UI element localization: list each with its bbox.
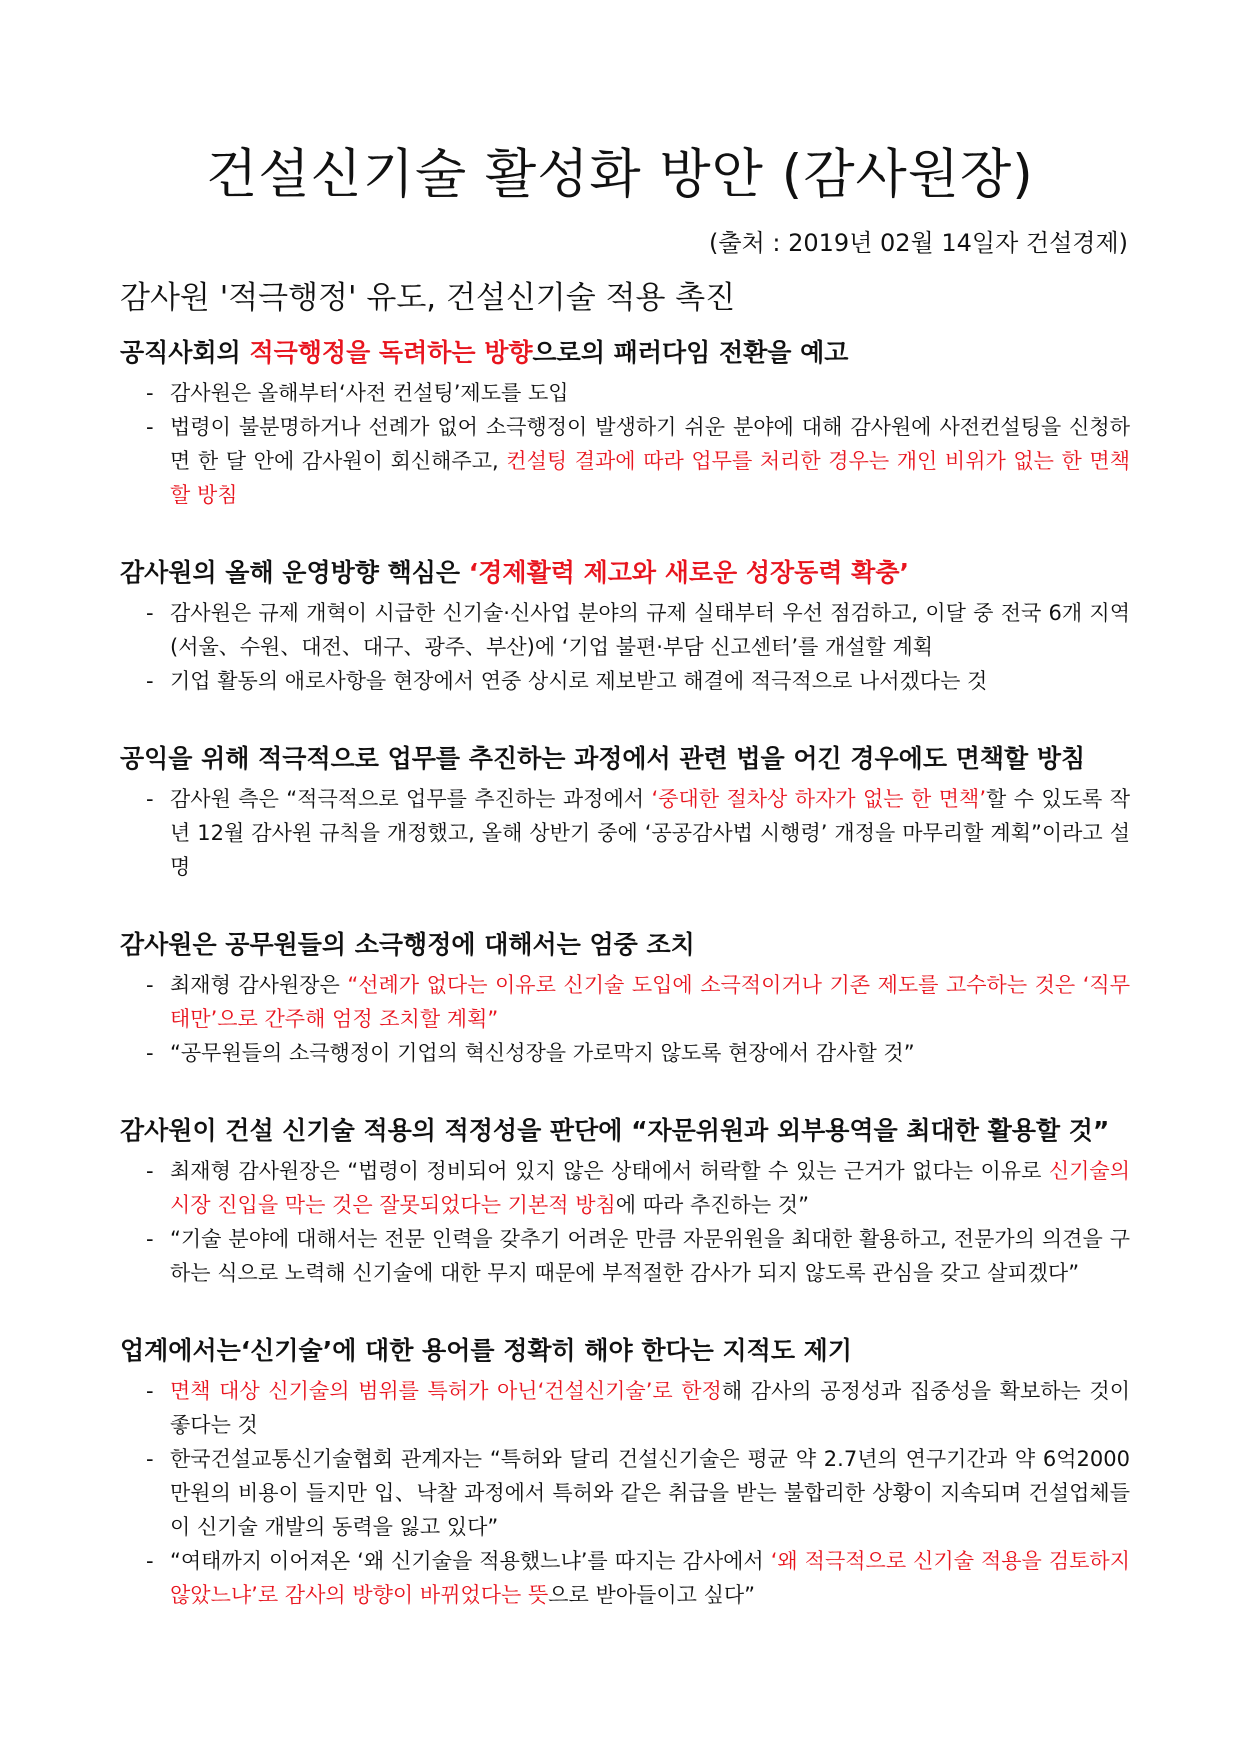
heading-text: 감사원의 올해 운영방향 핵심은 (120, 558, 469, 587)
body-text: 으로 받아들이고 싶다” (548, 1583, 756, 1607)
bullet-list (120, 376, 1130, 512)
bullet-item (120, 1442, 1130, 1544)
bullet-item (120, 1222, 1130, 1290)
highlight-text: 면책 대상 신기술의 범위를 특허가 아닌‘건설신기술’로 한정 (170, 1379, 722, 1403)
bullet-item (120, 1154, 1130, 1222)
bullet-item (120, 968, 1130, 1036)
body-text: 한국건설교통신기술협회 관계자는 “특허와 달리 건설신기술은 평균 약 2.7년의 연구기간과 약 6억2000만원의 비용이 들지만 입、낙찰 과정에서 특허와 같은 취급을 받는 불합리한 상황이 지속되며 건설업체들이 신기술 개발의 동력을 잃고 있다” (170, 1447, 1130, 1539)
highlight-text: “선례가 없다는 이유로 신기술 도입에 소극적이거나 기존 제도를 고수하는 것은 ‘직무태만’으로 간주해 엄정 조치할 계획” (170, 973, 1130, 1031)
body-text: 감사원은 규제 개혁이 시급한 신기술·신사업 분야의 규제 실태부터 우선 점검하고, 이달 중 전국 6개 지역(서울、수원、대전、대구、광주、부산)에 ‘기업 불편·부담 신고센터’를 개설할 계획 (170, 601, 1130, 659)
highlight-text: 컨설팅 결과에 따라 업무를 처리한 경우는 개인 비위가 없는 한 면책할 방침 (170, 449, 1130, 507)
source-citation: (출처 : 2019년 02월 14일자 건설경제) (709, 229, 1128, 257)
section-heading (120, 554, 1130, 592)
section (120, 926, 1130, 1070)
bullet-item (120, 1036, 1130, 1070)
body-text: “여태까지 이어져온 ‘왜 신기술을 적용했느냐’를 따지는 감사에서 (170, 1549, 771, 1573)
document-subtitle: 감사원 '적극행정' 유도, 건설신기술 적용 촉진 (120, 280, 736, 316)
section-heading (120, 926, 1130, 964)
body-text: 감사원은 올해부터‘사전 컨설팅’제도를 도입 (170, 381, 569, 405)
heading-text: 공익을 위해 적극적으로 업무를 추진하는 과정에서 관련 법을 어긴 경우에도 면책할 방침 (120, 744, 1086, 773)
heading-text: 으로의 패러다임 전환을 예고 (532, 338, 849, 367)
heading-highlight: ‘경제활력 제고와 새로운 성장동력 확충’ (468, 558, 909, 587)
bullet-item (120, 664, 1130, 698)
section-heading (120, 1112, 1130, 1150)
body-text: “공무원들의 소극행정이 기업의 혁신성장을 가로막지 않도록 현장에서 감사할 것” (170, 1041, 915, 1065)
heading-text: 감사원은 공무원들의 소극행정에 대해서는 엄중 조치 (120, 930, 695, 959)
section-heading (120, 740, 1130, 778)
heading-text: 공직사회의 (120, 338, 250, 367)
section-heading (120, 1332, 1130, 1370)
bullet-list (120, 782, 1130, 884)
section (120, 554, 1130, 698)
body-text: “기술 분야에 대해서는 전문 인력을 갖추기 어려운 만큼 자문위원을 최대한 활용하고, 전문가의 의견을 구하는 식으로 노력해 신기술에 대한 무지 때문에 부적절한 감사가 되지 않도록 관심을 갖고 살피겠다” (170, 1227, 1130, 1285)
body-text: 해 감사의 공정성과 집중성을 확보하는 것이 좋다는 것 (170, 1379, 1131, 1437)
bullet-item (120, 410, 1130, 512)
body-text: 감사원 측은 “적극적으로 업무를 추진하는 과정에서 (170, 787, 652, 811)
document-body (120, 334, 1130, 1654)
heading-text: 업계에서는‘신기술’에 대한 용어를 정확히 해야 한다는 지적도 제기 (120, 1336, 852, 1365)
highlight-text: ‘중대한 절차상 하자가 없는 한 면책’ (651, 787, 986, 811)
bullet-item (120, 596, 1130, 664)
body-text: 최재형 감사원장은 (170, 973, 348, 997)
bullet-item (120, 782, 1130, 884)
heading-text: 감사원이 건설 신기술 적용의 적정성을 판단에 “자문위원과 외부용역을 최대한 활용할 것” (120, 1116, 1110, 1145)
bullet-list (120, 1374, 1130, 1612)
body-text: 에 따라 추진하는 것” (615, 1193, 809, 1217)
body-text: 기업 활동의 애로사항을 현장에서 연중 상시로 제보받고 해결에 적극적으로 나서겠다는 것 (170, 669, 988, 693)
bullet-list (120, 1154, 1130, 1290)
heading-highlight: 적극행정을 독려하는 방향 (249, 338, 533, 367)
bullet-item (120, 1544, 1130, 1612)
section (120, 740, 1130, 884)
body-text: 법령이 불분명하거나 선례가 없어 소극행정이 발생하기 쉬운 분야에 대해 감사원에 사전컨설팅을 신청하면 한 달 안에 감사원이 회신해주고, (170, 415, 1130, 473)
bullet-item (120, 1374, 1130, 1442)
bullet-list (120, 596, 1130, 698)
section (120, 1332, 1130, 1612)
bullet-item (120, 376, 1130, 410)
highlight-text: 신기술의 시장 진입을 막는 것은 잘못되었다는 기본적 방침 (170, 1159, 1130, 1217)
body-text: 할 수 있도록 작년 12월 감사원 규칙을 개정했고, 올해 상반기 중에 ‘공공감사법 시행령’ 개정을 마무리할 계획”이라고 설명 (170, 787, 1131, 879)
document-title: 건설신기술 활성화 방안 (감사원장) (206, 144, 1034, 205)
bullet-list (120, 968, 1130, 1070)
highlight-text: ‘왜 적극적으로 신기술 적용을 검토하지 않았느냐’로 감사의 방향이 바뀌었다는 뜻 (170, 1549, 1130, 1607)
section-heading (120, 334, 1130, 372)
section (120, 334, 1130, 512)
body-text: 최재형 감사원장은 “법령이 정비되어 있지 않은 상태에서 허락할 수 있는 근거가 없다는 이유로 (170, 1159, 1049, 1183)
section (120, 1112, 1130, 1290)
